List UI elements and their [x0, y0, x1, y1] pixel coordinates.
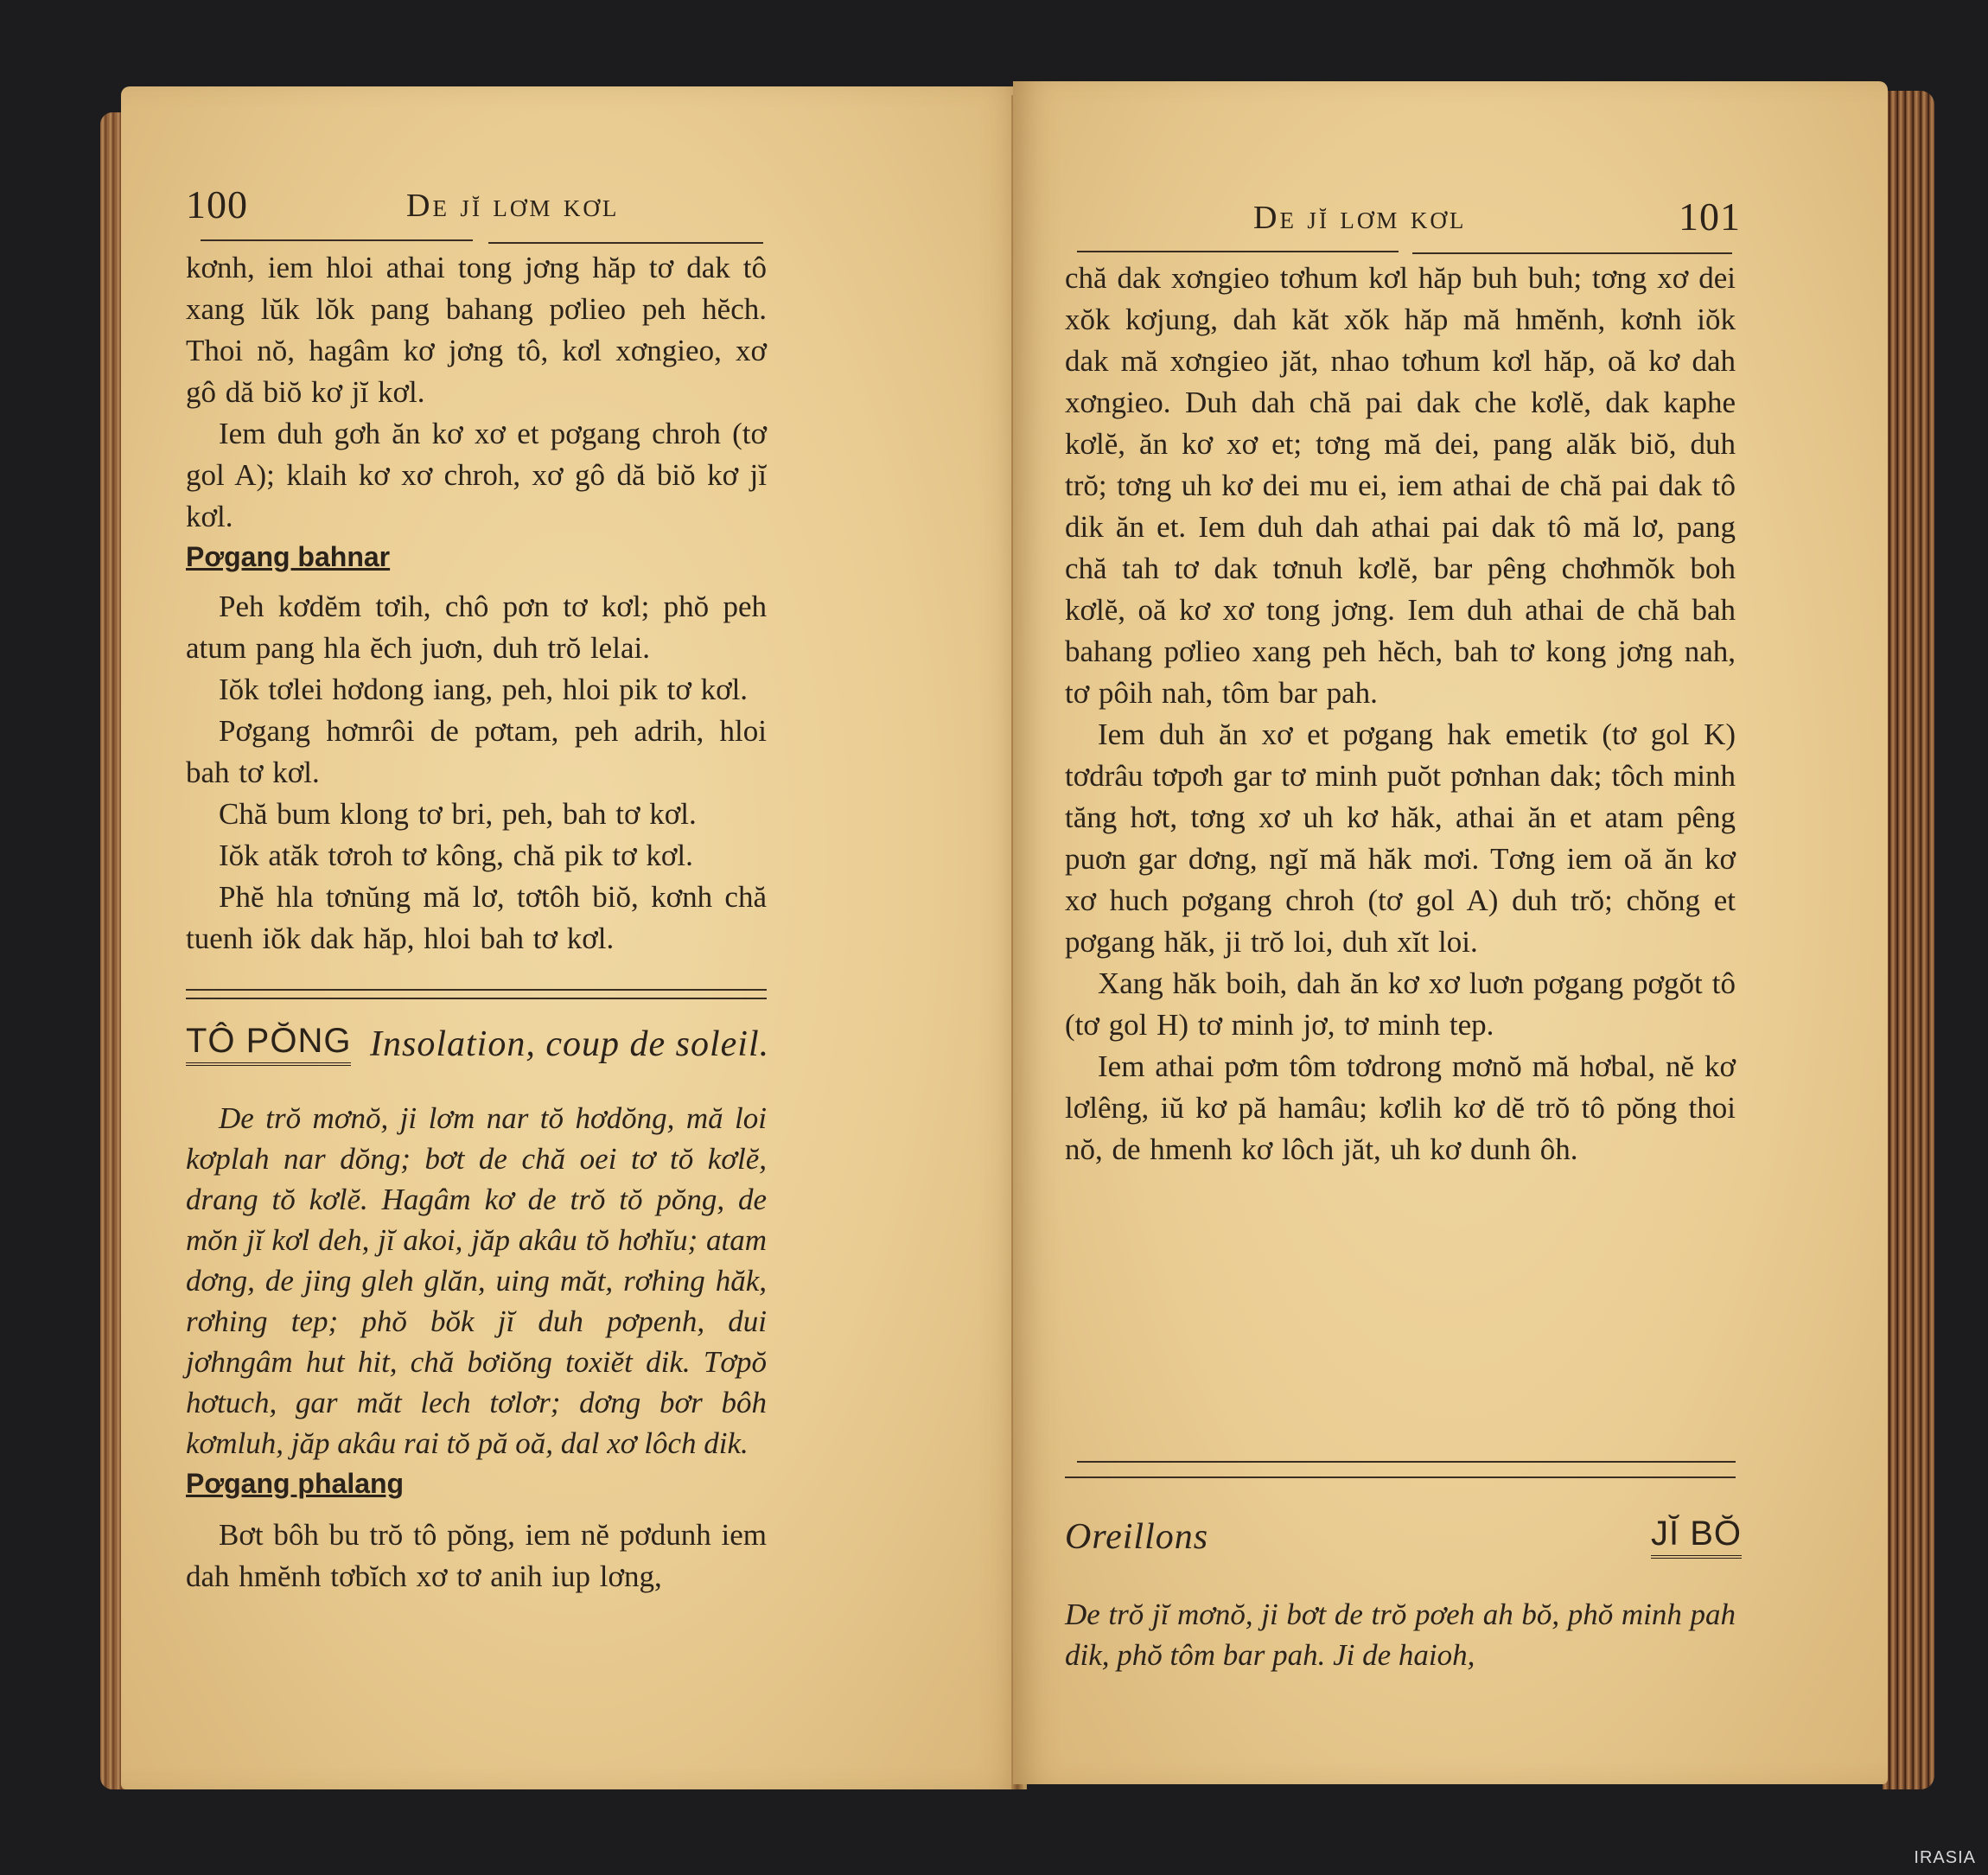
- watermark: IRASIA: [1914, 1848, 1976, 1867]
- running-head: De jĭ lơm kơl: [406, 188, 620, 224]
- section-french-title: Insolation, coup de soleil.: [370, 1024, 770, 1064]
- running-head: De jĭ lơm kơl: [1253, 200, 1467, 236]
- paragraph: kơnh, iem hloi athai tong jơng hăp tơ dak tô xang lŭk lŏk pang bahang pơlieo peh hĕch. Thoi nŏ, hagâm kơ jơng tô, kơl xơngieo, xơ gô dă biŏ kơ jĭ kơl.: [186, 251, 767, 409]
- header-rule: [1412, 252, 1732, 254]
- paragraph: Xang hăk boih, dah ăn kơ xơ luơn pơgang pơgŏt tô (tơ gol H) tơ minh jơ, tơ minh tep.: [1065, 966, 1736, 1042]
- paragraph: Bơt bôh bu trŏ tô pŏng, iem nĕ pơdunh iem dah hmĕnh tơbĭch xơ tơ anih iup lơng,: [186, 1518, 767, 1593]
- remedy-item: Pơgang hơmrôi de pơtam, peh adrih, hloi bah tơ kơl.: [186, 714, 767, 789]
- section-divider: [1065, 1476, 1736, 1478]
- section-french-title: Oreillons: [1065, 1517, 1209, 1557]
- right-page: [1013, 81, 1888, 1784]
- right-page-edges: [1883, 91, 1934, 1789]
- section-divider: [186, 989, 767, 991]
- body-text: [1065, 258, 1736, 1170]
- paragraph: chă dak xơngieo tơhum kơl hăp buh buh; tơng xơ dei xŏk kơjung, dah kăt xŏk hăp mă hmĕnh, kơnh iŏk dak mă xơngieo jăt, nhao tơhum kơl hăp, oă kơ dah xơngieo. Duh dah chă pai dak che kơlĕ, dak kaphe kơlĕ, ăn kơ xơ et; tơng mă dei, pang alăk biŏ, duh trŏ; tơng uh kơ dei mu ei, iem athai de chă pai dak tô dik ăn et. Iem duh dah athai pai dak tô mă lơ, pang chă tah tơ dak tơnuh kơlĕ, bar pêng chơhmŏk boh kơlĕ, oă kơ xơ tong jơng. Iem duh athai de chă bah bahang pơlieo xang peh hĕch, bah tơ kong jơng nah, tơ pôih nah, tôm bar pah.: [1065, 261, 1736, 710]
- body-text: [186, 247, 767, 538]
- remedy-item: Iŏk tơlei hơdong iang, peh, hloi pik tơ kơl.: [219, 673, 749, 706]
- remedy-item: Chă bum klong tơ bri, peh, bah tơ kơl.: [219, 797, 697, 831]
- page-number: 101: [1679, 195, 1741, 239]
- section-divider: [186, 998, 767, 999]
- paragraph: Iem duh gơh ăn kơ xơ et pơgang chroh (tơ gol A); klaih kơ xơ chroh, xơ gô dă biŏ kơ jĭ kơl.: [186, 417, 767, 533]
- remedies-list: [186, 586, 767, 960]
- header-rule: [201, 239, 473, 241]
- section-title: TÔ PŎNG: [186, 1022, 351, 1066]
- remedy-item: Peh kơdĕm tơih, chô pơn tơ kơl; phŏ peh atum pang hla ĕch juơn, duh trŏ lelai.: [186, 590, 767, 665]
- open-book: [95, 86, 1936, 1798]
- italic-description: De trŏ jĭ mơnŏ, ji bơt de trŏ pơeh ah bŏ, phŏ minh pah dik, phŏ tôm bar pah. Ji de haioh,: [1065, 1598, 1736, 1672]
- body-text: [186, 1515, 767, 1598]
- italic-description: De trŏ mơnŏ, ji lơm nar tŏ hơdŏng, mă loi kơplah nar dŏng; bơt de chă oei tơ tŏ kơlĕ, drang tŏ kơlĕ. Hagâm kơ de trŏ tŏ pŏng, de mŏn jĭ kơl deh, jĭ akoi, jăp akâu tŏ hơhĭu; atam dơng, de jing gleh glăn, uing măt, rơhing hăk, rơhing tep; phŏ bŏk jĭ duh pơpenh, dui jơhngâm hut hit, chă bơiŏng toxiĕt dik. Tơpŏ hơtuch, gar măt lech tơlơr; dơng bơr bôh kơmluh, jăp akâu rai tŏ pă oă, dal xơ lôch dik.: [186, 1101, 767, 1460]
- section-divider: [1077, 1461, 1736, 1463]
- header-rule: [1077, 251, 1399, 252]
- page-number: 100: [186, 182, 248, 226]
- section-title: JĬ BŎ: [1651, 1515, 1742, 1559]
- remedy-item: Phĕ hla tơnŭng mă lơ, tơtôh biŏ, kơnh chă tuenh iŏk dak hăp, hloi bah tơ kơl.: [186, 880, 767, 955]
- remedy-item: Iŏk atăk tơroh tơ kông, chă pik tơ kơl.: [219, 839, 693, 872]
- paragraph: Iem athai pơm tôm tơdrong mơnŏ mă hơbal, nĕ kơ lơlêng, iŭ kơ pă hamâu; kơlih kơ dĕ trŏ tô pŏng thoi nŏ, de hmenh kơ lôch jăt, uh kơ dunh ôh.: [1065, 1049, 1736, 1166]
- left-page: [121, 86, 1027, 1789]
- subhead-phalang: Pơgang phalang: [186, 1468, 405, 1499]
- subhead-bahnar: Pơgang bahnar: [186, 541, 391, 572]
- paragraph: Iem duh ăn xơ et pơgang hak emetik (tơ gol K) tơdrâu tơpơh gar tơ minh puŏt pơnhan dak; tôch minh tăng hơt, tơng xơ uh kơ hăk, athai ăn et atam pêng puơn gar dơng, ngĭ mă hăk mơi. Tơng iem oă ăn kơ xơ huch pơgang chroh (tơ gol A) duh trŏ; chŏng et pơgang hăk, ji trŏ loi, duh xĭt loi.: [1065, 717, 1736, 959]
- header-rule: [488, 242, 763, 244]
